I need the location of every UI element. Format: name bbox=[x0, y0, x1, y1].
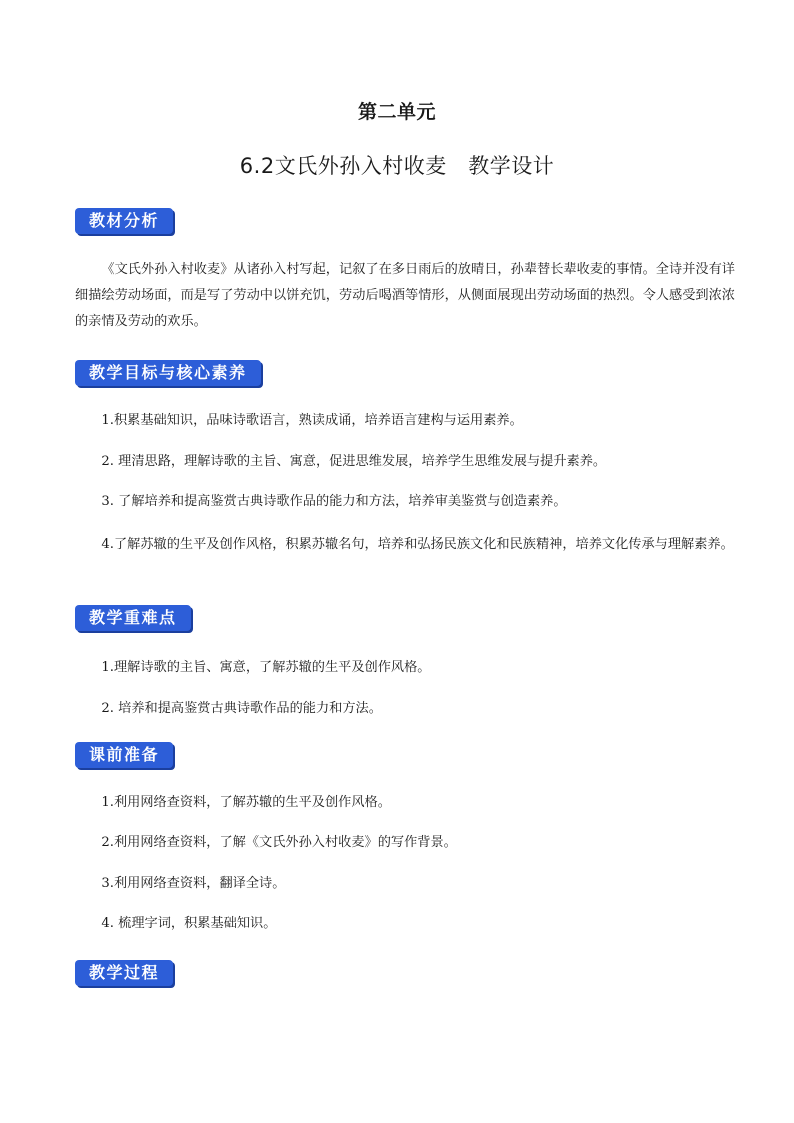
key-point-item-1: 1.理解诗歌的主旨、寓意，了解苏辙的生平及创作风格。 bbox=[101, 660, 431, 675]
goal-item-4: 4.了解苏辙的生平及创作风格，积累苏辙名句，培养和弘扬民族文化和民族精神，培养文化传承与理解素养。 bbox=[101, 537, 734, 552]
section-heading-process: 教学过程 bbox=[75, 960, 173, 986]
preparation-item-4: 4. 梳理字词，积累基础知识。 bbox=[101, 916, 277, 931]
unit-title: 第二单元 bbox=[357, 101, 436, 123]
goal-item-3: 3. 了解培养和提高鉴赏古典诗歌作品的能力和方法，培养审美鉴赏与创造素养。 bbox=[101, 494, 567, 509]
goal-item-2: 2. 理清思路，理解诗歌的主旨、寓意，促进思维发展，培养学生思维发展与提升素养。 bbox=[101, 454, 607, 469]
key-point-item-2: 2. 培养和提高鉴赏古典诗歌作品的能力和方法。 bbox=[101, 701, 382, 716]
section-heading-goals: 教学目标与核心素养 bbox=[75, 360, 261, 386]
preparation-item-2: 2.利用网络查资料，了解《文氏外孙入村收麦》的写作背景。 bbox=[101, 835, 457, 850]
goal-item-1: 1.积累基础知识，品味诗歌语言，熟读成诵，培养语言建构与运用素养。 bbox=[101, 413, 523, 428]
section-heading-key-points: 教学重难点 bbox=[75, 605, 191, 631]
analysis-paragraph: 《文氏外孙入村收麦》从诸孙入村写起，记叙了在多日雨后的放晴日，孙辈替长辈收麦的事情。全诗并没有详细描绘劳动场面，而是写了劳动中以饼充饥，劳动后喝酒等情形，从侧面展现出劳动场面的热烈。令人感受到浓浓的亲情及劳动的欢乐。 bbox=[75, 262, 735, 329]
preparation-item-3: 3.利用网络查资料，翻译全诗。 bbox=[101, 876, 286, 891]
section-heading-preparation: 课前准备 bbox=[75, 742, 173, 768]
page-title: 6.2文氏外孙入村收麦 教学设计 bbox=[239, 154, 555, 178]
preparation-item-1: 1.利用网络查资料，了解苏辙的生平及创作风格。 bbox=[101, 795, 391, 810]
section-heading-analysis: 教材分析 bbox=[75, 208, 173, 234]
